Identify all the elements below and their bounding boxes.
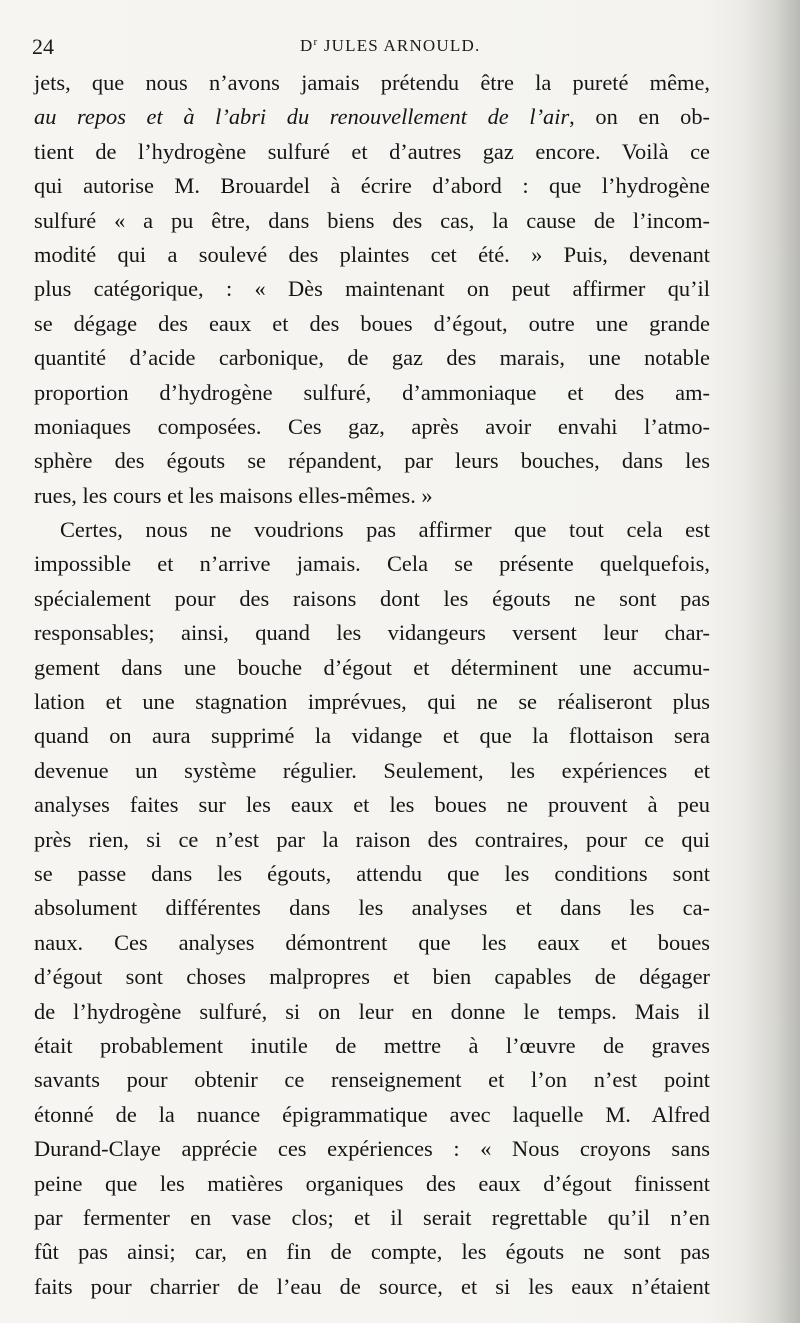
line-text: de l’hydrogène sulfuré, si on leur en donne le temps. Mais il — [34, 998, 710, 1024]
line-text: responsables; ainsi, quand les vidangeurs versent leur char- — [34, 620, 710, 646]
text-line — [34, 272, 710, 306]
line-text: jets, que nous n’avons jamais prétendu être la pureté même, — [34, 70, 710, 95]
text-line — [34, 1235, 710, 1269]
text-line — [34, 719, 710, 753]
line-text: sulfuré « a pu être, dans biens des cas, la cause de l’incom- — [34, 207, 710, 233]
text-line — [34, 204, 710, 238]
line-text: faits pour charrier de l’eau de source, et si les eaux n’étaient — [34, 1273, 710, 1299]
text-line — [34, 685, 710, 719]
text-line — [34, 169, 710, 203]
text-line — [34, 995, 710, 1029]
line-text: spécialement pour des raisons dont les égouts ne sont pas — [34, 585, 710, 611]
text-line — [34, 926, 710, 960]
page-edge-shadow — [740, 0, 800, 1323]
line-text: peine que les matières organiques des eaux d’égout finissent — [34, 1170, 710, 1196]
text-line — [34, 823, 710, 857]
text-line — [34, 616, 710, 650]
line-text: naux. Ces analyses démontrent que les eaux et boues — [34, 929, 710, 955]
line-text: était probablement inutile de mettre à l’œuvre de graves — [34, 1032, 710, 1058]
text-line — [34, 376, 710, 410]
text-line — [34, 66, 710, 100]
line-text: absolument différentes dans les analyses et dans les ca- — [34, 895, 710, 921]
page-number: 24 — [32, 34, 54, 59]
line-text: Certes, nous ne voudrions pas affirmer que tout cela est — [60, 517, 710, 543]
text-line — [34, 651, 710, 685]
line-text: rues, les cours et les maisons elles-mêmes. » — [34, 482, 433, 508]
text-line — [34, 857, 710, 891]
line-text: impossible et n’arrive jamais. Cela se présente quelquefois, — [34, 551, 710, 577]
text-line — [34, 341, 710, 375]
line-text: modité qui a soulevé des plaintes cet été. » Puis, devenant — [34, 241, 710, 267]
line-text: par fermenter en vase clos; et il serait regrettable qu’il n’en — [34, 1204, 710, 1230]
author-prefix-superscript: r — [313, 36, 319, 48]
text-line — [34, 513, 710, 547]
text-line — [34, 1167, 710, 1201]
text-line — [34, 1270, 710, 1304]
line-text: quantité d’acide carbonique, de gaz des marais, une notable — [34, 345, 710, 371]
text-line — [34, 100, 710, 134]
line-text: fût pas ainsi; car, en fin de compte, les égouts ne sont pas — [34, 1239, 710, 1265]
text-line — [34, 1063, 710, 1097]
page-header — [32, 30, 692, 60]
text-line — [34, 891, 710, 925]
line-text: plus catégorique, : « Dès maintenant on peut affirmer qu’il — [34, 276, 710, 302]
line-text: analyses faites sur les eaux et les boues ne prouvent à peu — [34, 792, 710, 818]
line-text: sphère des égouts se répandent, par leurs bouches, dans les — [34, 448, 710, 474]
line-text: , on en ob- — [569, 104, 710, 130]
line-text: gement dans une bouche d’égout et déterminent une accumu- — [34, 654, 710, 680]
author-prefix: D — [300, 36, 314, 55]
text-line — [34, 582, 710, 616]
text-line — [34, 135, 710, 169]
text-line — [34, 410, 710, 444]
text-line — [34, 444, 710, 478]
text-line — [34, 307, 710, 341]
text-line — [34, 788, 710, 822]
body-text — [34, 66, 710, 1304]
line-text: devenue un système régulier. Seulement, les expériences et — [34, 757, 710, 783]
line-text: près rien, si ce n’est par la raison des contraires, pour ce qui — [34, 826, 710, 852]
line-text: savants pour obtenir ce renseignement et l’on n’est point — [34, 1067, 710, 1093]
running-head — [300, 36, 480, 56]
line-text: quand on aura supprimé la vidange et que la flottaison sera — [34, 723, 710, 749]
text-line — [34, 238, 710, 272]
text-line — [34, 1132, 710, 1166]
line-text: lation et une stagnation imprévues, qui ne se réaliseront plus — [34, 689, 710, 715]
line-text: étonné de la nuance épigrammatique avec laquelle M. Alfred — [34, 1101, 710, 1127]
text-line — [34, 960, 710, 994]
text-line — [34, 1201, 710, 1235]
text-line — [34, 1098, 710, 1132]
text-line — [34, 754, 710, 788]
text-line — [34, 479, 710, 513]
line-text: d’égout sont choses malpropres et bien capables de dégager — [34, 964, 710, 990]
line-text: proportion d’hydrogène sulfuré, d’ammoniaque et des am- — [34, 379, 710, 405]
line-text: moniaques composées. Ces gaz, après avoir envahi l’atmo- — [34, 413, 710, 439]
line-text: se dégage des eaux et des boues d’égout, outre une grande — [34, 310, 710, 336]
text-line — [34, 547, 710, 581]
author-name: JULES ARNOULD. — [323, 36, 481, 55]
text-line — [34, 1029, 710, 1063]
italic-text: au repos et à l’abri du renouvellement de l’air — [34, 104, 570, 130]
line-text: se passe dans les égouts, attendu que les conditions sont — [34, 860, 710, 886]
line-text: Durand-Claye apprécie ces expériences : « Nous croyons sans — [34, 1136, 710, 1162]
line-text: tient de l’hydrogène sulfuré et d’autres gaz encore. Voilà ce — [34, 138, 710, 164]
line-text: qui autorise M. Brouardel à écrire d’abord : que l’hydrogène — [34, 173, 710, 199]
